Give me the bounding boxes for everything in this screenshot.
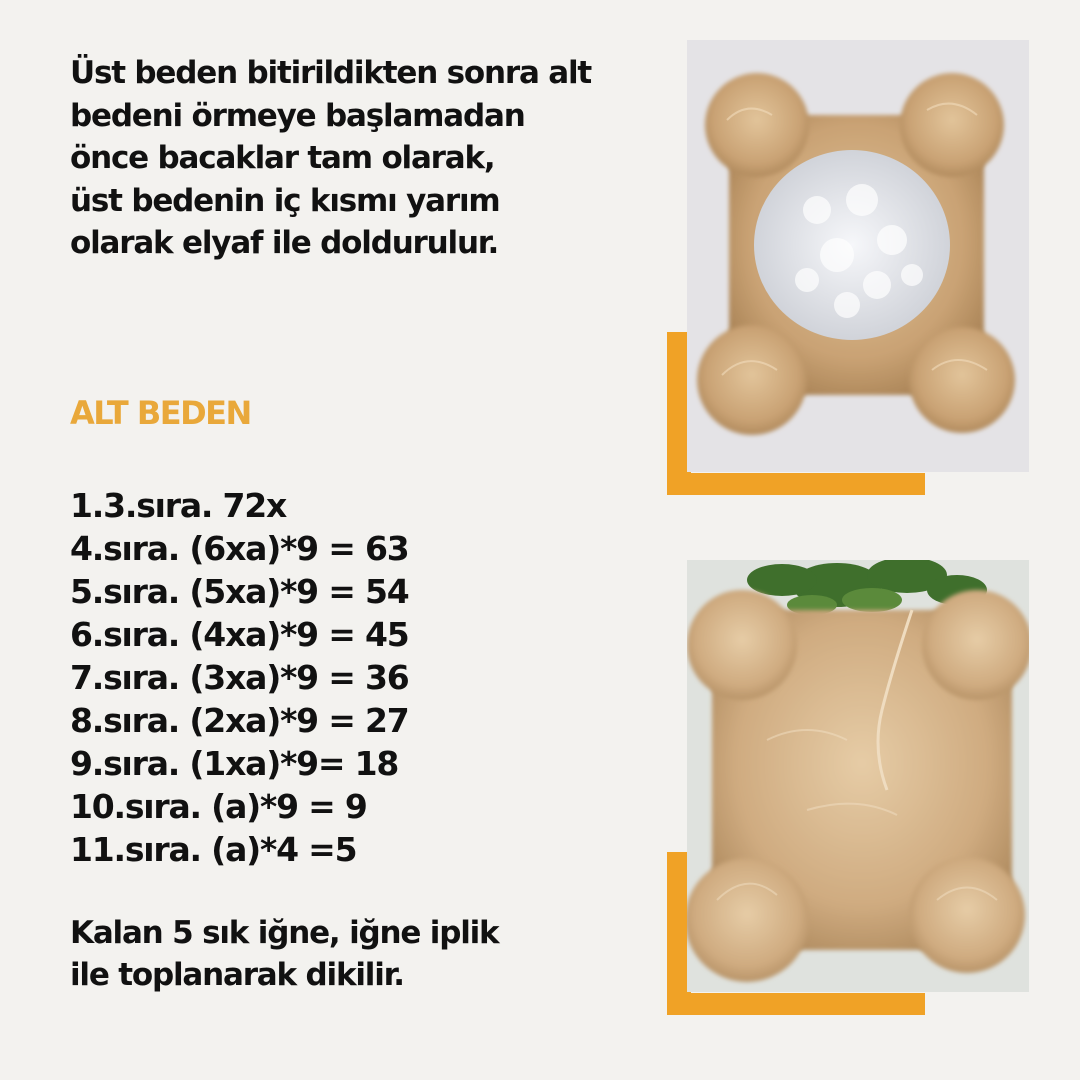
accent-bar-horizontal [667, 473, 925, 495]
accent-bar-horizontal [667, 993, 925, 1015]
pattern-row: 7.sıra. (3xa)*9 = 36 [70, 658, 409, 697]
outro-line: Kalan 5 sık iğne, iğne iplik [70, 915, 499, 951]
outro-text [70, 912, 498, 996]
pattern-row: 6.sıra. (4xa)*9 = 45 [70, 615, 409, 654]
section-heading: ALT BEDEN [70, 394, 251, 432]
outro-line: ile toplanarak dikilir. [70, 957, 404, 993]
photo-frame-bottom [667, 560, 1032, 1015]
intro-text [70, 52, 630, 265]
crochet-bear-stuffed-photo [687, 40, 1029, 472]
pattern-row: 8.sıra. (2xa)*9 = 27 [70, 701, 409, 740]
pattern-row: 9.sıra. (1xa)*9= 18 [70, 744, 399, 783]
pattern-row: 1.3.sıra. 72x [70, 486, 287, 525]
pattern-row: 10.sıra. (a)*9 = 9 [70, 787, 367, 826]
pattern-row: 4.sıra. (6xa)*9 = 63 [70, 529, 409, 568]
crochet-bear-closed-photo [687, 560, 1029, 992]
intro-line: Üst beden bitirildikten sonra alt [70, 55, 592, 91]
photo-frame-top [667, 40, 1032, 495]
pattern-rows [70, 484, 408, 871]
intro-line: olarak elyaf ile doldurulur. [70, 225, 499, 261]
pattern-row: 5.sıra. (5xa)*9 = 54 [70, 572, 409, 611]
intro-line: üst bedenin iç kısmı yarım [70, 182, 500, 219]
intro-line: önce bacaklar tam olarak, [70, 140, 495, 176]
intro-line: bedeni örmeye başlamadan [70, 97, 525, 134]
pattern-row: 11.sıra. (a)*4 =5 [70, 830, 357, 869]
